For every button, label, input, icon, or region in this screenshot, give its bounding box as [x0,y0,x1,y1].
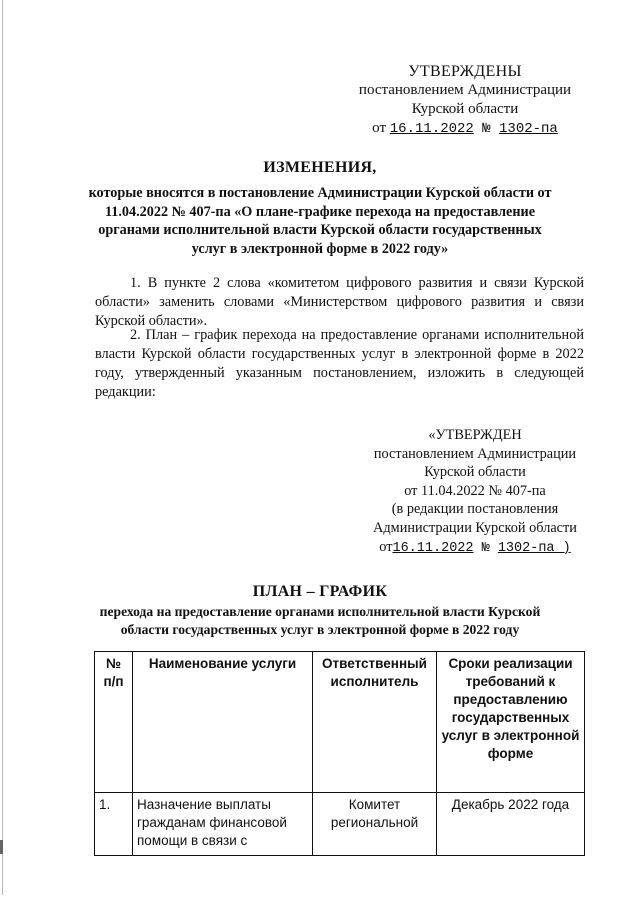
page-edge-mark [0,840,3,854]
row-service: Назначение выплаты гражданам финансовой помощи в связи с [133,793,313,856]
approval-stamp-top [330,62,600,139]
row-number: 1. [95,793,133,856]
approval-line: Администрации Курской области [373,519,577,536]
changes-subtitle: которые вносятся в постановление Администрации Курской области от 11.04.2022 № 407-па «О плане-графике перехода на предоставление органами исполнительной власти Курской области государственных услуг в электронной форме в 2022 году» [88,185,552,257]
paragraph-1: 1. В пункте 2 слова «комитетом цифрового развития и связи Курской области» заменить словами «Министерством цифрового развития и связи Курской области». [95,275,584,329]
approval-heading: УТВЕРЖДЕНЫ [408,63,522,80]
approval-line: Курской области [424,464,526,481]
approval-stamp-plan [350,426,600,558]
row-deadline: Декабрь 2022 года [437,793,585,856]
approval-line: от 11.04.2022 № 407-па [404,482,546,499]
approval-date-line [350,538,600,559]
approval-date-line [330,119,600,139]
date-prefix: от [379,538,393,555]
plan-table [94,651,585,856]
table-header-row [95,652,585,793]
number-sign: № [473,540,498,556]
approval-date: 16.11.2022 [389,121,474,137]
approval-date: 16.11.2022 [392,540,474,556]
date-prefix: от [372,120,390,136]
approval-heading: «УТВЕРЖДЕН [428,427,522,443]
column-header-responsible: Ответственный исполнитель [313,652,437,793]
plan-subtitle: перехода на предоставление органами исполнительной власти Курской области государственных услуг в электронной форме в 2022 году [99,604,541,637]
row-responsible: Комитет региональной [313,793,437,856]
page-bottom-margin [0,895,640,905]
paragraph-2: 2. План – график перехода на предоставление органами исполнительной власти Курской области государственных услуг в электронной форме в 2022 году, утвержденный указанным постановлением, изложить в следующей редакции: [95,327,584,400]
plan-title: ПЛАН – ГРАФИК [252,583,388,600]
column-header-service: Наименование услуги [133,652,313,793]
changes-title: ИЗМЕНЕНИЯ, [263,159,377,176]
number-sign: № [473,121,500,137]
page-left-edge [2,0,3,905]
column-header-deadline: Сроки реализации требований к предоставлению государственных услуг в электронной форме [437,652,585,793]
approval-number: 1302-па [499,121,558,137]
approval-line: (в редакции постановления [391,501,559,518]
approval-number: 1302-па [497,540,555,556]
approval-line: постановлением Администрации [358,82,572,98]
approval-line: постановлением Администрации [373,445,577,462]
table-row [95,793,585,856]
approval-line: Курской области [411,101,519,117]
closing-paren: ) [554,540,571,556]
column-header-number: № п/п [95,652,133,793]
